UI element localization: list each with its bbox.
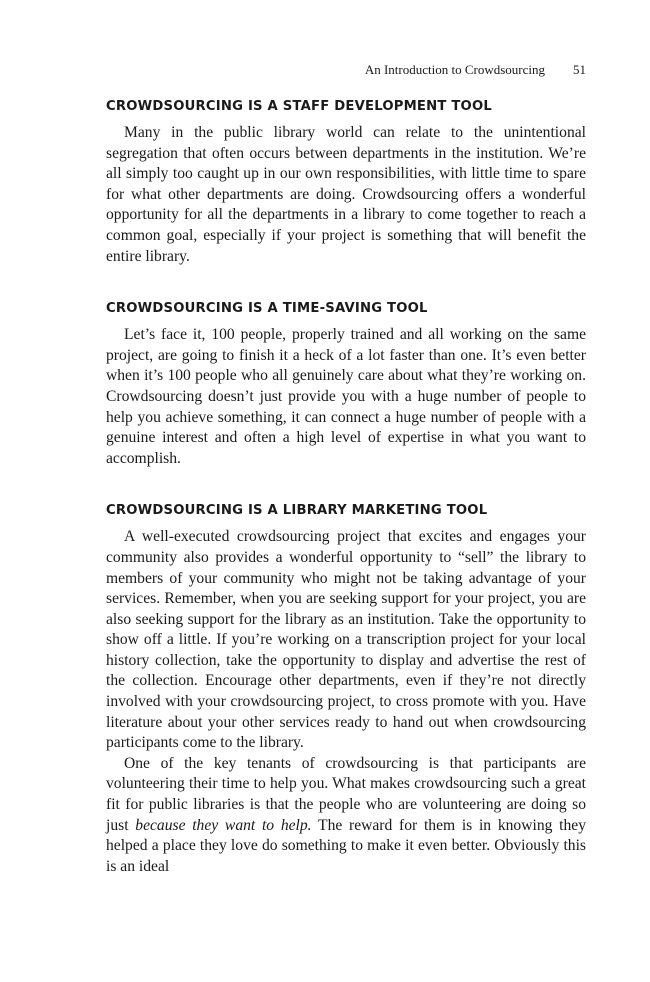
book-page <box>106 62 586 877</box>
section-staff-development <box>106 98 586 267</box>
section-heading: CROWDSOURCING IS A LIBRARY MARKETING TOOL <box>106 503 488 519</box>
paragraph-text: The reward for them is in knowing they helped a place they love do something to make it even better. Obviously this is an ideal <box>106 816 586 875</box>
section-time-saving <box>106 300 586 469</box>
section-heading: CROWDSOURCING IS A STAFF DEVELOPMENT TOOL <box>106 99 492 114</box>
body-paragraph: Let’s face it, 100 people, properly trained and all working on the same project, are going to finish it a heck of a lot faster than one. It’s even better when it’s 100 people who all genuinely care about what they’re working on. Crowdsourcing doesn’t just provide you with a huge number of people to help you achieve something, it can connect a huge number of people with a genuine interest and often a high level of expertise in what you want to accomplish. <box>106 326 586 467</box>
page-number: 51 <box>573 62 586 77</box>
body-paragraph <box>106 754 586 878</box>
running-header-title: An Introduction to Crowdsourcing <box>364 62 545 77</box>
section-heading: CROWDSOURCING IS A TIME-SAVING TOOL <box>106 301 428 317</box>
emphasized-text: because they want to help. <box>135 816 312 834</box>
paragraph-text: One of the key tenants of crowdsourcing is that participants are volunteering their time to help you. What makes crowdsourcing such a great fit for public libraries is that the people who are volunteering are doing so just <box>106 754 586 834</box>
running-header <box>106 62 586 82</box>
body-paragraph: Many in the public library world can relate to the unintentional segregation that often occurs between departments in the institution. We’re all simply too caught up in our own responsibilities, with little time to spare for what other departments are doing. Crowdsourcing offers a wonderful opportunity for all the departments in a library to come together to reach a common goal, especially if your project is something that will benefit the entire library. <box>106 124 586 265</box>
section-library-marketing <box>106 502 586 877</box>
body-paragraph: A well-executed crowdsourcing project that excites and engages your community also provides a wonderful opportunity to “sell” the library to members of your community who might not be taking advantage of your services. Remember, when you are seeking support for your project, you are also seeking support for the library as an institution. Take the opportunity to show off a little. If you’re working on a transcription project for your local history collection, take the opportunity to display and advertise the rest of the collection. Encourage other departments, even if they’re not directly involved with your crowdsourcing project, to cross promote with you. Have literature about your other services ready to hand out when crowdsourcing participants come to the library. <box>106 528 586 752</box>
